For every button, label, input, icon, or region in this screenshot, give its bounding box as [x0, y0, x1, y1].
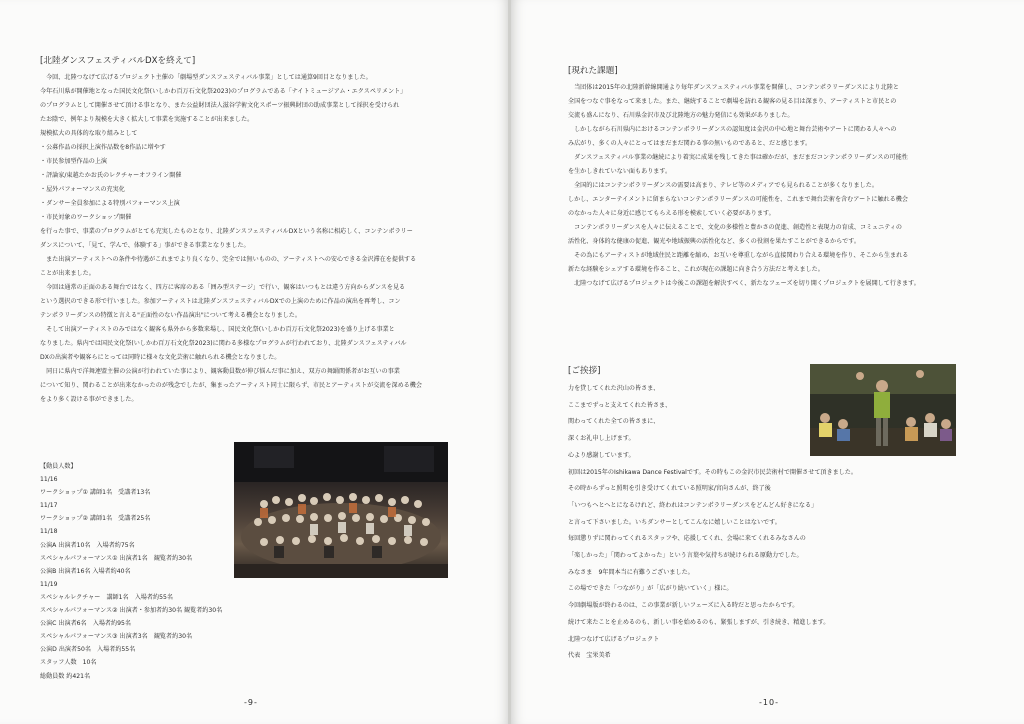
greeting-line: 続けて来たことを止めるのも、新しい事を始めるのも、緊張しますが、引き続き、精進します。 — [568, 618, 830, 626]
group-photo-illustration — [234, 442, 448, 578]
performance-photo-illustration — [810, 364, 956, 456]
greeting-line: 関わってくれた全ての皆さまに、 — [568, 418, 660, 426]
greeting-line: この場でできた「つながり」が「広がり続いていく」様に。 — [568, 585, 733, 593]
paragraph: 新たな経験をシェアする環境を作ること、これが現在の課題に向き合う方法だと考えました。 — [568, 266, 824, 273]
page-left — [0, 0, 509, 724]
stats-line: ワークショップ① 講師1名 受講者13名 — [40, 489, 151, 497]
paragraph: 全国的にはコンテンポラリーダンスの需要は高まり、テレビ等のメディアでも見られることが多くなりました。 — [574, 182, 878, 189]
page-right — [511, 0, 1024, 724]
bullet-item: ・市民参加型作品の上演 — [40, 158, 108, 165]
paragraph: を行った事で、事業のプログラムがとても充実したものとなり、北陸ダンスフェスティバルDXという名称に相応しく、コンテンポラリー — [40, 228, 413, 235]
greeting-line: 初回は2015年のIshikawa Dance Festivalです。その時もこの金沢市民芸術村で開催させて頂きました。 — [568, 468, 857, 476]
stats-line: 11/18 — [40, 528, 58, 536]
stats-total: 総動員数 約421名 — [40, 672, 91, 680]
stats-line: 公演B 出演者16名 入場者約40名 — [40, 567, 131, 575]
stats-line: 11/17 — [40, 502, 58, 510]
paragraph: 交流も盛んになり、石川県金沢市及び北陸地方の魅力発信にも効果がありました。 — [568, 112, 794, 119]
section-title-greeting: [ご挨拶] — [568, 366, 601, 376]
paragraph: ダンスについて、「見て、学んで、体験する」事ができる事業となりました。 — [40, 242, 250, 249]
paragraph: をより多く設ける事ができました。 — [40, 396, 138, 403]
paragraph: 当団体は2015年の北陸新幹線開通より毎年ダンスフェスティバル事業を開催し、コンテンポラリーダンスにより北陸と — [574, 84, 899, 91]
paragraph: テンポラリーダンスの特徴と言える"正面性のない作品演出"について考える機会となりました。 — [40, 312, 301, 319]
paragraph: ダンスフェスティバル事業の継続により着実に成果を残してきた事は確かだが、まだまだコンテンポラリーダンスの可能性 — [574, 154, 908, 161]
attendance-stats — [40, 460, 240, 683]
stats-line: スペシャルパフォーマンス② 出演者・参加者約30名 観覧者約30名 — [40, 607, 223, 615]
paragraph: 同日に県内で洋舞連盟主催の公演が行われていた事により、観客動員数が伸び悩んだ事に加え、双方の舞踊関係者がお互いの事業 — [46, 368, 400, 375]
stats-line: スタッフ人数 10名 — [40, 659, 97, 667]
performance-photo — [810, 364, 956, 456]
paragraph: のプログラムとして開催させて頂ける事となり、また公益財団法人滋谷学術文化スポーツ振興財団の助成事業として採択を受けられ — [40, 102, 400, 109]
organization-name: 北陸つなげて広げるプロジェクト — [568, 635, 660, 643]
paragraph: 今回、北陸つなげて広げるプロジェクト主催の「劇場型ダンスフェスティバル事業」としては通算9回目となりました。 — [46, 74, 372, 81]
greeting-line: 今回劇場版が終わるのは、この事業が新しいフェーズに入る時だと思ったからです。 — [568, 602, 799, 610]
paragraph: 今回は通常の正面のある舞台ではなく、四方に客席のある「囲み型ステージ」で行い、観客はいつもとは違う方向からダンスを見る — [46, 284, 406, 291]
stats-line: スペシャルパフォーマンス③ 出演者3名 観覧者約30名 — [40, 633, 193, 641]
paragraph: を生かしきれていない面もあります。 — [568, 168, 672, 175]
stats-line: 11/16 — [40, 476, 58, 484]
greeting-line: ここまでずっと支えてくれた皆さま、 — [568, 401, 672, 409]
paragraph: 全国をつなぐ事をなって来ました。また、継続することで劇場を訪れる観客の見る目は深まり、アーティストと市民との — [568, 98, 897, 105]
page-number: -9- — [244, 698, 258, 707]
paragraph: たお陰で、例年より規模を大きく拡大して事業を実施することが出来ました。 — [40, 116, 254, 123]
paragraph: しかし、エンターテイメントに留まらないコンテンポラリーダンスの可能性を、これまで舞台芸術を含むアートに触れる機会 — [568, 196, 908, 203]
paragraph: み広がり、多くの人々にとってはまだまだ関わる事の無いものであると、だと感じます。 — [568, 140, 812, 147]
stats-line: 公演A 出演者10名 入場者約75名 — [40, 541, 135, 549]
page-number: -10- — [759, 698, 779, 707]
stats-line: スペシャルレクチャー 講師1名 入場者約55名 — [40, 593, 173, 601]
stats-line: スペシャルパフォーマンス① 出演者1名 観覧者約30名 — [40, 554, 193, 562]
bullet-item: ・評論家/東越たかお氏のレクチャーオフライン開催 — [40, 172, 182, 179]
paragraph: 北陸つなげて広げるプロジェクトは今後この課題を解決すべく、新たなフェーズを切り開くプロジェクトを展開して行きます。 — [574, 280, 920, 287]
paragraph: コンテンポラリーダンスを人々に伝えることで、文化の多様性と豊かさの促進、創造性と表現力の育成、コミュニティの — [574, 224, 902, 231]
section-title-festival: [北陸ダンスフェスティバルDXを終えて] — [40, 56, 196, 66]
right-main-column — [568, 66, 998, 291]
paragraph: しかしながら石川県内におけるコンテンポラリーダンスの認知度は金沢の中心地と舞台芸術やアートに関わる人々への — [574, 126, 897, 133]
section-title-issues: [現れた課題] — [568, 66, 618, 76]
paragraph: その為にもアーティストが地域住民と距離を縮め、お互いを尊重しながら直接関わり合える環境を作り、そこから生まれる — [574, 252, 909, 259]
paragraph: という選択のできる形で行いました。参加アーティストは北陸ダンスフェスティバルDXでの上演のために作品の演出を再考し、コン — [40, 298, 401, 305]
paragraph: なりました。県内では国民文化祭(いしかわ百万石文化祭2023)に関わる多様なプログラムが行われており、北陸ダンスフェスティバル — [40, 340, 407, 347]
greeting-line: と言って下さいました。いちダンサーとしてこんなに嬉しいことはないです。 — [568, 518, 781, 526]
bullet-item: ・公募作品の採択上演作品数を8作品に増やす — [40, 144, 166, 151]
bullet-item: ・屋外パフォーマンスの充実化 — [40, 186, 125, 193]
stats-line: 公演C 出演者6名 入場者約95名 — [40, 620, 131, 628]
paragraph: また出演アーティストへの条件や待遇がこれまでより良くなり、完全では無いものの、アーティストへの安心できる金沢滞在を提供する — [46, 256, 417, 263]
greeting-line: その時からずっと照明を引き受けてくれている照明家/宮向さんが、終了後 — [568, 485, 771, 493]
group-photo — [234, 442, 448, 578]
paragraph: のなかった人々に身近に感じてもらえる形を模索していく必要があります。 — [568, 210, 775, 217]
paragraph: について知り、関わることが出来なかったのが残念でしたが、集まったアーティスト同士に限らず、市民とアーティストが交流を深める機会 — [40, 382, 422, 389]
paragraph: 今年石川県が開催地となった国民文化祭(いしかわ百万石文化祭2023)のプログラムである「ナイトミュージアム・エクスペリメント」 — [40, 88, 407, 95]
stats-line: 11/19 — [40, 580, 58, 588]
stats-line: 公演D 出演者50名 入場者約55名 — [40, 646, 136, 654]
greeting-line: 「楽しかった」「関わってよかった」という言葉や気持ちが続けられる原動力でした。 — [568, 552, 803, 560]
paragraph: 活性化、身体的な健康の促進、観光や地域振興の活性化など、多くの役割を果たすことができるからです。 — [568, 238, 860, 245]
stats-line: ワークショップ② 講師1名 受講者25名 — [40, 515, 151, 523]
stats-title: 【動員人数】 — [40, 463, 77, 470]
bullet-item: ・市民対象のワークショップ開催 — [40, 214, 132, 221]
greeting-line: 毎回懲りずに関わってくれるスタッフや、応援してくれ、会場に来てくれるみなさんの — [568, 535, 806, 543]
paragraph: 規模拡大の具体的な取り組みとして — [40, 130, 138, 137]
paragraph: DXの出演者や観客らにとっては同時に様々な文化芸術に触れられる機会となりました。 — [40, 354, 281, 361]
left-main-column — [40, 56, 460, 407]
greeting-section — [568, 366, 857, 665]
greeting-line: 力を貸してくれた沢山の皆さま、 — [568, 385, 660, 392]
paragraph: ことが出来ました。 — [40, 270, 95, 277]
greeting-line: 「いつもへとへとになるけれど、終われはコンテンポラリーダンスをどんどん好きになる」 — [568, 501, 818, 509]
representative-name: 代表 宝栄美希 — [568, 652, 611, 660]
greeting-line: 深くお礼申し上げます。 — [568, 435, 635, 443]
bullet-item: ・ダンサー全員参加による特別パフォーマンス上演 — [40, 200, 180, 207]
greeting-line: 心より感謝しています。 — [568, 451, 635, 459]
paragraph: そして出演アーティストのみではなく観客も県外から多数来場し、国民文化祭(いしかわ百万石文化祭2023)を盛り上げる事業と — [46, 326, 395, 333]
greeting-line: みなさま 9年間本当に有難うございました。 — [568, 568, 694, 576]
